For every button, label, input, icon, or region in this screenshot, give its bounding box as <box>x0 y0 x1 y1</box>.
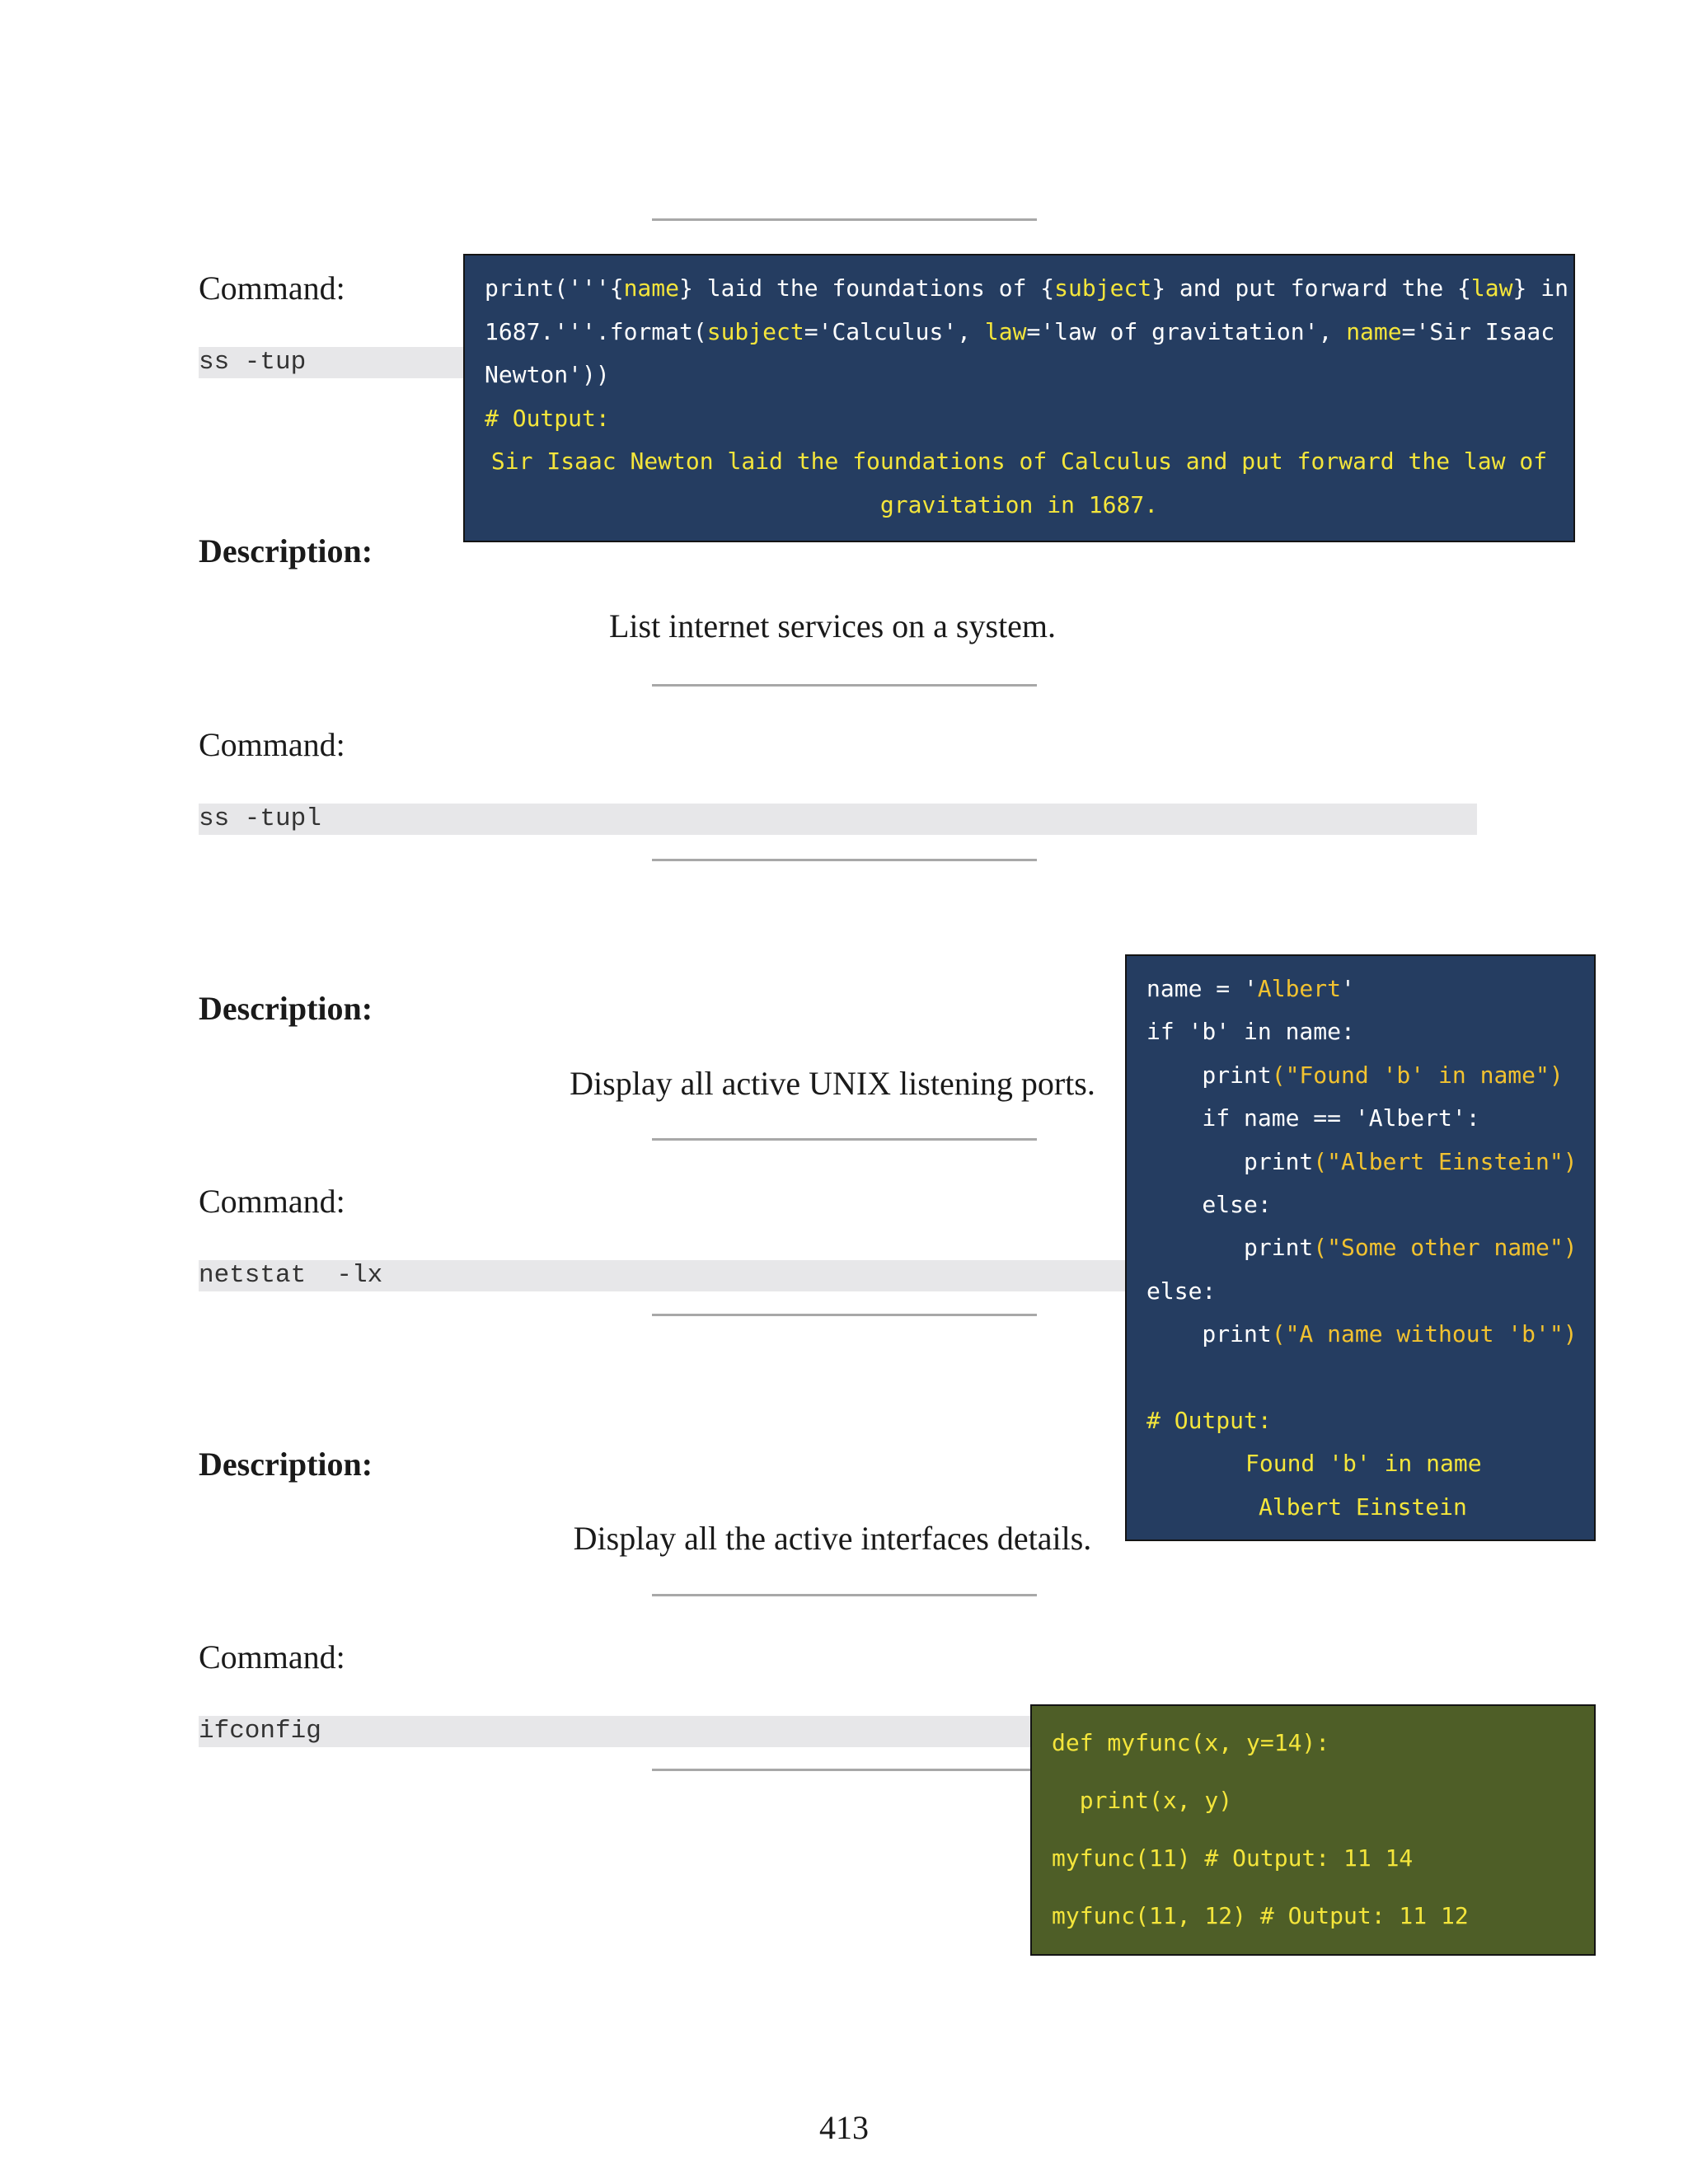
code-line: print("A name without 'b'") <box>1146 1320 1578 1348</box>
code-comment: # Output: <box>1146 1407 1272 1435</box>
code-line: print("Some other name") <box>1146 1234 1578 1262</box>
code-line: if 'b' in name: <box>1146 1018 1355 1046</box>
command-label: Command: <box>199 1638 345 1675</box>
command-code: ss -tup <box>199 347 471 378</box>
command-label: Command: <box>199 269 345 307</box>
command-code: netstat -lx <box>199 1260 1130 1291</box>
description-label: Description: <box>199 532 373 569</box>
code-line: print(x, y) <box>1052 1787 1233 1814</box>
code-box-if-example <box>1125 954 1596 1541</box>
separator-rule <box>652 1138 1037 1141</box>
code-line: myfunc(11) # Output: 11 14 <box>1052 1844 1414 1872</box>
command-code: ifconfig <box>199 1716 1039 1747</box>
separator-rule <box>652 1594 1037 1596</box>
code-output: Albert Einstein <box>1259 1493 1467 1521</box>
code-line: else: <box>1146 1277 1217 1305</box>
code-line: myfunc(11, 12) # Output: 11 12 <box>1052 1902 1469 1929</box>
code-line: if name == 'Albert': <box>1146 1104 1480 1132</box>
description-label: Description: <box>199 990 373 1027</box>
code-output: Sir Isaac Newton laid the foundations of Calculus and put forward the law of <box>490 448 1548 475</box>
separator-rule <box>652 684 1037 687</box>
separator-rule <box>652 218 1037 221</box>
code-box-default-args <box>1030 1704 1596 1956</box>
code-blank-line <box>1146 1357 1574 1399</box>
code-line: 1687.'''.format(subject='Calculus', law='law of gravitation', name='Sir Isaac <box>485 317 1555 345</box>
code-line: Newton')) <box>485 361 610 388</box>
separator-rule <box>652 859 1037 861</box>
code-output: Found 'b' in name <box>1245 1450 1482 1478</box>
page-number: 413 <box>819 2109 869 2146</box>
command-label: Command: <box>199 1183 345 1220</box>
separator-rule <box>652 1769 1037 1771</box>
command-code: ss -tupl <box>199 804 1477 835</box>
code-line: print('''{name} laid the foundations of {subject} and put forward the {law} in <box>485 274 1568 302</box>
separator-rule <box>652 1314 1037 1316</box>
code-output: gravitation in 1687. <box>879 490 1159 518</box>
code-line: print("Found 'b' in name") <box>1146 1061 1564 1089</box>
code-line: print("Albert Einstein") <box>1146 1147 1578 1175</box>
code-comment: # Output: <box>485 404 610 432</box>
code-box-format-example <box>463 254 1575 542</box>
description-label: Description: <box>199 1446 373 1483</box>
description-text: List internet services on a system. <box>608 607 1057 644</box>
code-line: name = 'Albert' <box>1146 975 1355 1002</box>
code-line: else: <box>1146 1191 1272 1219</box>
description-text: Display all active UNIX listening ports. <box>570 1065 1095 1102</box>
code-line: def myfunc(x, y=14): <box>1052 1729 1330 1756</box>
description-text: Display all the active interfaces details. <box>573 1520 1092 1557</box>
command-label: Command: <box>199 726 345 763</box>
